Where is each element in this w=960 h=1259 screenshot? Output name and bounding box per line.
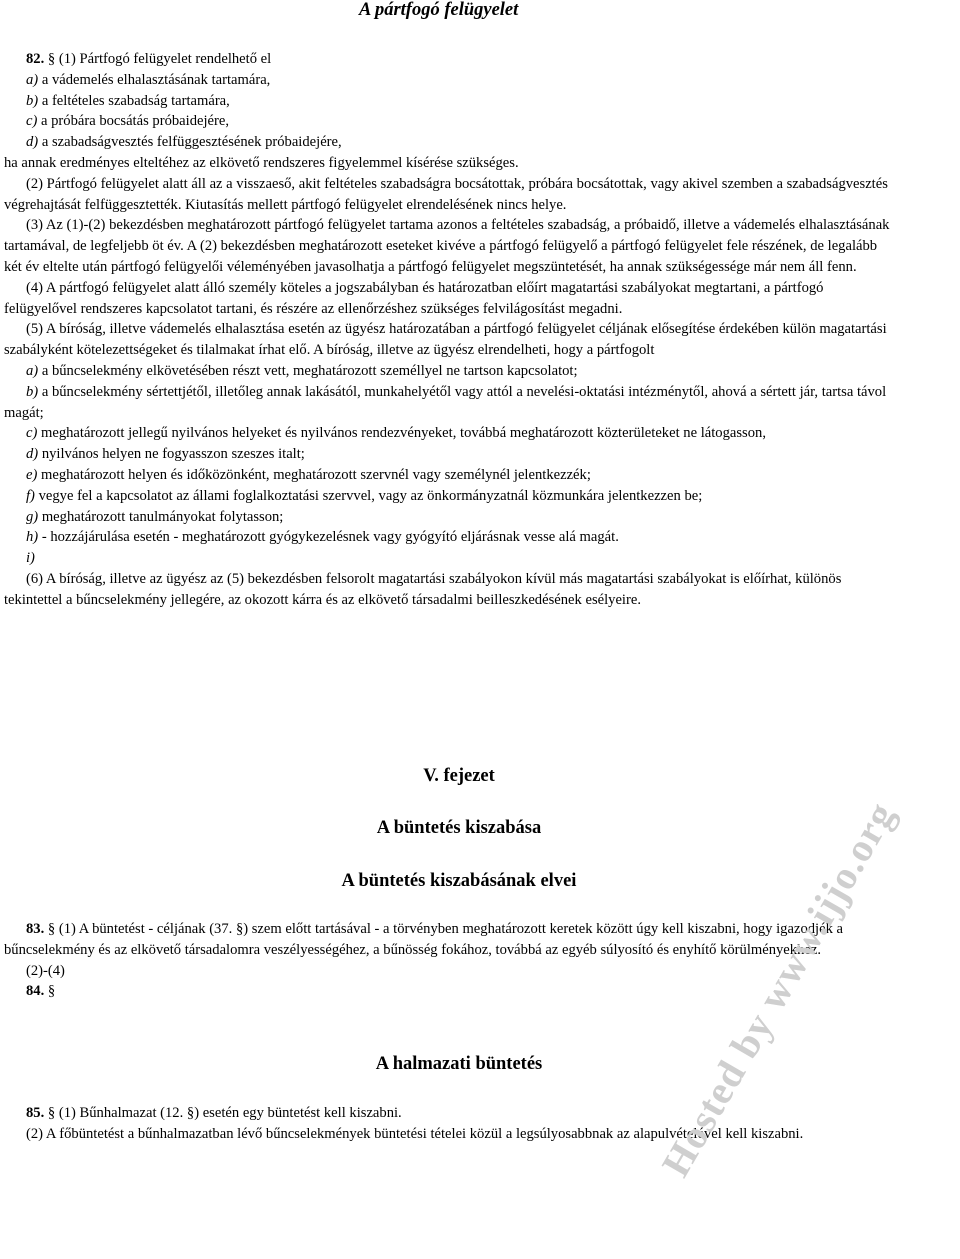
list-item-a: a) a vádemelés elhalasztásának tartamára, — [26, 71, 271, 88]
rule-list-item: c) meghatározott jellegű nyilvános helyeket és nyilvános rendezvényeket, továbbá meghatározott közterületeket ne látogasson, — [26, 425, 766, 442]
section-83-paragraph-2: (2)-(4) — [26, 962, 65, 979]
rule-list-item: e) meghatározott helyen és időközönként, meghatározott szervnél vagy személynél jelentkezzék; — [26, 466, 591, 483]
section-85-text: 85. § (1) Bűnhalmazat (12. §) esetén egy büntetést kell kiszabni. — [26, 1105, 402, 1121]
paragraph-5: (5) A bíróság, illetve vádemelés elhalasztása esetén az ügyész határozatában a pártfogó felügyelet céljának elősegítése érdekében külön magatartási szabályként kötelezettségeket és tilalmakat írhat elő. A bíróság, illetve az ügyész elrendelheti, hogy a pártfogolt — [4, 321, 887, 359]
title-heading: A büntetés kiszabása — [376, 818, 542, 838]
rule-list-item: f) vegye fel a kapcsolatot az állami foglalkoztatási szervvel, vagy az önkormányzatnál közmunkára jelentkezzen be; — [26, 487, 703, 504]
section-82-intro: 82. § (1) Pártfogó felügyelet rendelhető el — [26, 51, 272, 67]
halmazati-heading: A halmazati büntetés — [375, 1054, 543, 1074]
section-number: 85. — [26, 1105, 45, 1121]
rule-list — [4, 361, 894, 569]
rule-list-item: g) meghatározott tanulmányokat folytasson; — [26, 508, 284, 525]
section-82-tail: ha annak eredményes elteltéhez az elkövető rendszeres figyelemmel kísérése szükséges. — [4, 154, 519, 171]
section-84: 84. § — [26, 983, 56, 1000]
page-header-title: A pártfogó felügyelet — [359, 0, 519, 20]
section-number: 83. — [26, 921, 45, 937]
paragraph-6: (6) A bíróság, illetve az ügyész az (5) bekezdésben felsorolt magatartási szabályokon kívül más magatartási szabályokat is előírhat, különös tekintettel a bűncselekmény jellegére, az okozott kárra és az elkövető társadalmi beilleszkedésének esélyeire. — [4, 570, 842, 608]
section-82 — [4, 49, 894, 611]
list-item-c: c) a próbára bocsátás próbaidejére, — [26, 113, 229, 130]
paragraph-2: (2) Pártfogó felügyelet alatt áll az a visszaeső, akit feltételes szabadságra bocsátottak, próbára bocsátottak, vagy akivel szemben a szabadságvesztés végrehajtását felfüggesztették. Kiutasítás mellett pártfogó felügyelet elrendelésének nincs helye. — [4, 175, 888, 213]
rule-list-item: d) nyilvános helyen ne fogyasszon szeszes italt; — [26, 446, 305, 463]
rule-list-item: i) — [26, 550, 35, 567]
section-number: 82. — [26, 51, 45, 67]
section-85-paragraph-2: (2) A főbüntetést a bűnhalmazatban lévő bűncselekmények büntetési tételei közül a legsúlyosabbnak az alapulvételével kell kiszabni. — [26, 1125, 804, 1142]
section-85 — [4, 1103, 894, 1145]
watermark: Hosted by www.ijjo.org — [652, 794, 904, 1184]
paragraph-3: (3) Az (1)-(2) bekezdésben meghatározott pártfogó felügyelet tartama azonos a feltételes szabadság, a próbaidő, illetve a vádemelés elhalasztásának tartamával, de legfeljebb öt év. A (2) bekezdésben meghatározott eseteket kivéve a pártfogó felügyelő a pártfogó felügyelet fele részének, de legalább két év eltelte után pártfogó felügyelői véleményében javasolhatja a pártfogó felügyelet megszüntetését, ha annak szükségessége már nem áll fenn. — [4, 217, 890, 275]
subtitle-heading: A büntetés kiszabásának elvei — [341, 871, 577, 891]
list-item-b: b) a feltételes szabadság tartamára, — [26, 92, 230, 109]
paragraph-4: (4) A pártfogó felügyelet alatt álló személy köteles a jogszabályban és határozatban előírt magatartási szabályokat megtartani, a pártfogó felügyelővel rendszeres kapcsolatot tartani, és részére az ellenőrzéshez szükséges felvilágosítást megadni. — [4, 279, 824, 317]
chapter-heading: V. fejezet — [423, 766, 495, 786]
section-number: 84. — [26, 983, 45, 1000]
rule-list-item: b) a bűncselekmény sértettjétől, illetőleg annak lakásától, munkahelyétől vagy attól a nevelési-oktatási intézménytől, ahová a sértett jár, tartsa távol magát; — [4, 383, 887, 421]
rule-list-item: a) a bűncselekmény elkövetésében részt vett, meghatározott személlyel ne tartson kapcsolatot; — [26, 362, 578, 379]
section-83-text: 83. § (1) A büntetést - céljának (37. §) szem előtt tartásával - a törvényben meghatározott keretek között úgy kell kiszabni, hogy igazodjék a bűncselekmény és az elkövető társadalomra veszélyességéhez, a bűnösség fokához, továbbá az egyéb súlyosító és enyhítő körülményekhez. — [4, 921, 843, 958]
rule-list-item: h) - hozzájárulása esetén - meghatározott gyógykezelésnek vagy gyógyító eljárásnak vesse alá magát. — [26, 529, 619, 546]
list-item-d: d) a szabadságvesztés felfüggesztésének próbaidejére, — [26, 134, 342, 151]
